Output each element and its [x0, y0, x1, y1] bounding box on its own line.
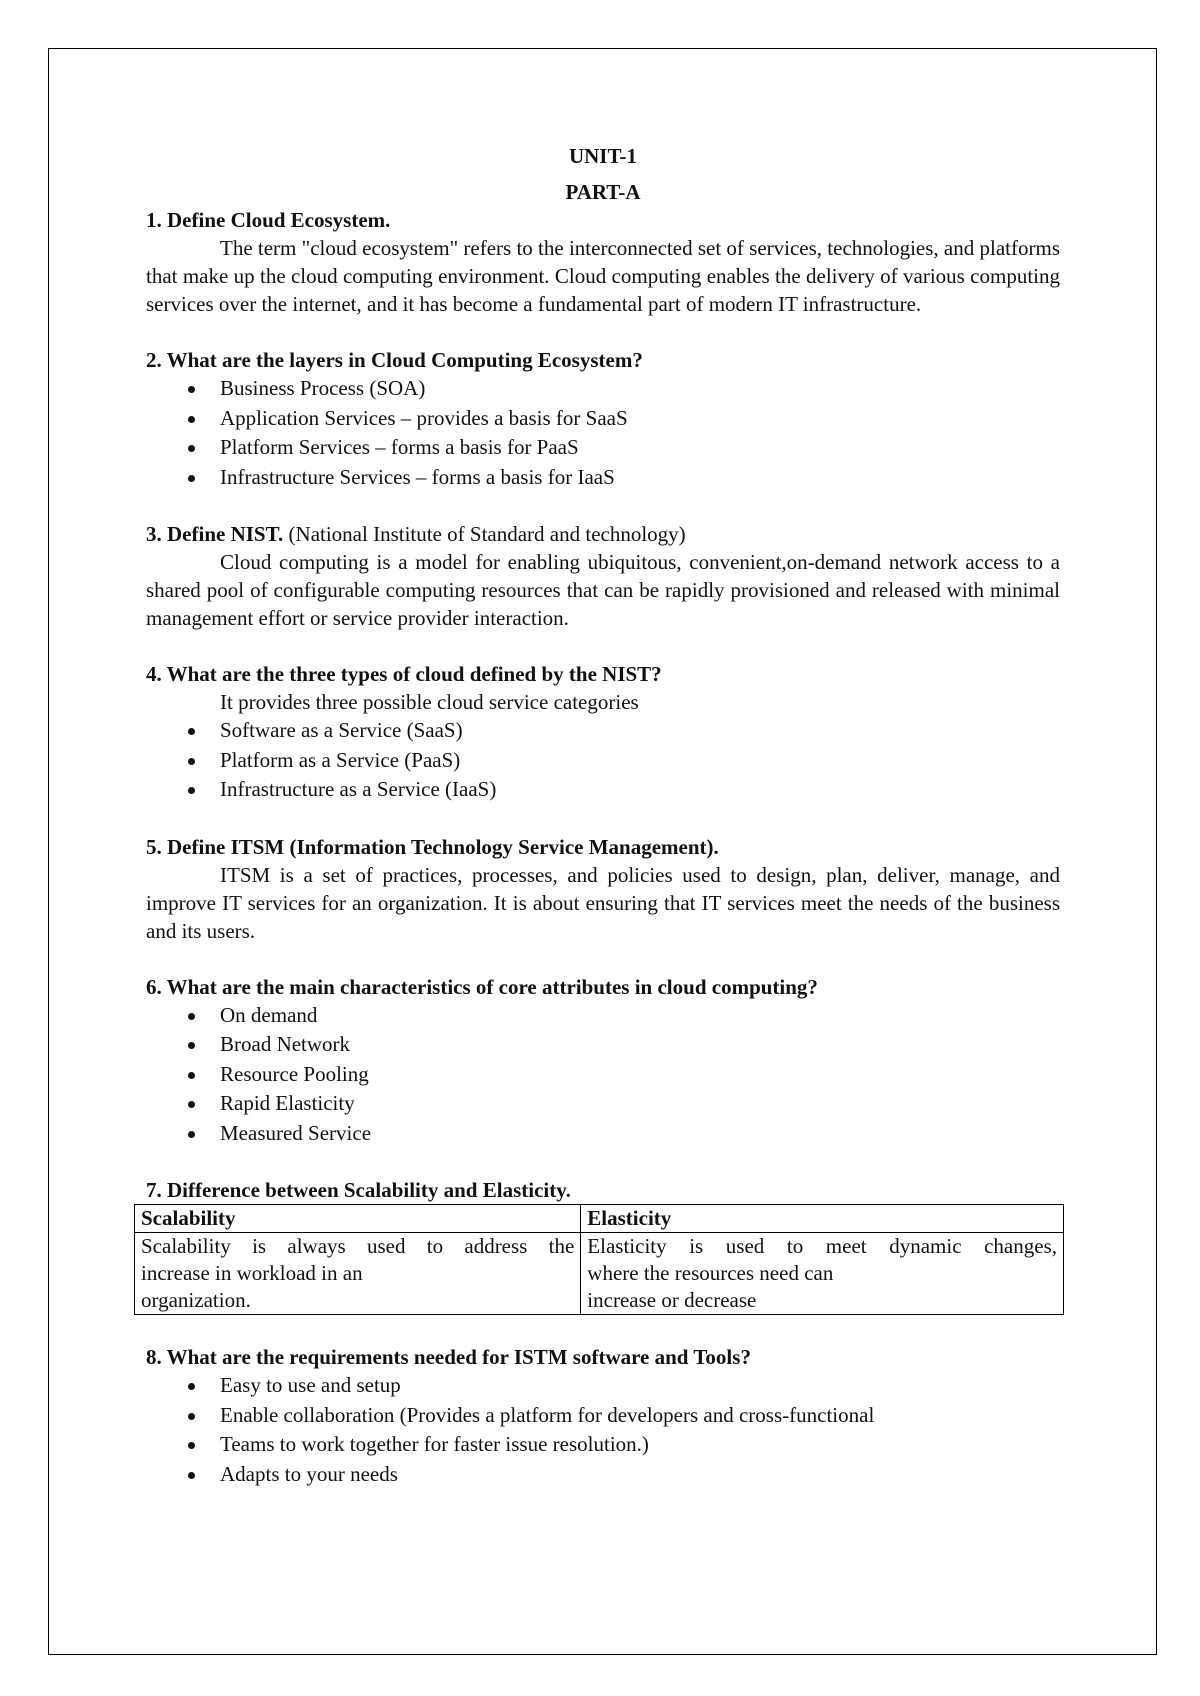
table-cell-elasticity — [581, 1233, 1064, 1315]
list-item: Teams to work together for faster issue resolution.) — [146, 1430, 1060, 1460]
list-item: Software as a Service (SaaS) — [146, 716, 1060, 746]
question-3-answer: Cloud computing is a model for enabling ubiquitous, convenient,on-demand network access to a shared pool of configurable computing resources that can be rapidly provisioned and released with minimal management effort or service provider interaction. — [146, 550, 1060, 630]
list-item: Platform Services – forms a basis for PaaS — [146, 433, 1060, 463]
part-heading: PART-A — [565, 180, 641, 204]
question-4-title: 4. What are the three types of cloud defined by the NIST? — [146, 662, 662, 686]
comparison-table — [134, 1204, 1064, 1315]
question-6-title: 6. What are the main characteristics of core attributes in cloud computing? — [146, 974, 818, 999]
question-3 — [146, 520, 1060, 632]
list-item: Infrastructure as a Service (IaaS) — [146, 775, 1060, 805]
question-1 — [146, 206, 1060, 318]
list-item: Infrastructure Services – forms a basis for IaaS — [146, 463, 1060, 493]
table-header-elasticity: Elasticity — [581, 1205, 1064, 1233]
question-5-title: 5. Define ITSM (Information Technology Service Management). — [146, 834, 719, 859]
list-item: Application Services – provides a basis for SaaS — [146, 404, 1060, 434]
list-item: On demand — [146, 1001, 1060, 1031]
cell-line: increase or decrease — [587, 1288, 757, 1312]
list-item: Measured Service — [146, 1119, 1060, 1149]
table-row — [135, 1233, 1064, 1315]
question-6-list — [146, 1001, 1060, 1149]
question-3-title-suffix: (National Institute of Standard and technology) — [283, 522, 686, 546]
question-8 — [146, 1343, 1060, 1489]
question-7 — [141, 1176, 1060, 1315]
list-item: Adapts to your needs — [146, 1460, 1060, 1490]
table-cell-scalability — [135, 1233, 581, 1315]
list-item: Business Process (SOA) — [146, 374, 1060, 404]
question-8-list — [146, 1371, 1060, 1489]
question-2-list — [146, 374, 1060, 492]
list-item: Enable collaboration (Provides a platform for developers and cross-functional — [146, 1401, 1060, 1431]
table-header-scalability: Scalability — [135, 1205, 581, 1233]
question-3-title: 3. Define NIST. — [146, 522, 284, 546]
question-3-heading — [146, 520, 1060, 548]
list-item: Easy to use and setup — [146, 1371, 1060, 1401]
question-1-title: 1. Define Cloud Ecosystem. — [146, 208, 391, 232]
cell-line: Elasticity is used to meet dynamic changes, — [587, 1234, 1057, 1258]
document-body — [141, 142, 1060, 1517]
list-item: Rapid Elasticity — [146, 1089, 1060, 1119]
list-item: Resource Pooling — [146, 1060, 1060, 1090]
question-2 — [146, 346, 1060, 492]
question-7-title: 7. Difference between Scalability and Elasticity. — [146, 1178, 571, 1202]
question-8-title: 8. What are the requirements needed for ISTM software and Tools? — [146, 1345, 751, 1369]
question-1-answer: The term "cloud ecosystem" refers to the interconnected set of services, technologies, and platforms that make up the cloud computing environment. Cloud computing enables the delivery of various computing services over the internet, and it has become a fundamental part of modern IT infrastructure. — [146, 236, 1060, 316]
question-4-intro: It provides three possible cloud service categories — [220, 690, 639, 714]
cell-line: organization. — [141, 1288, 251, 1312]
question-6 — [146, 973, 1060, 1149]
table-header-row — [135, 1205, 1064, 1233]
question-4-list — [146, 716, 1060, 805]
unit-heading: UNIT-1 — [568, 144, 638, 168]
question-2-title: 2. What are the layers in Cloud Computing Ecosystem? — [146, 348, 643, 372]
cell-line: increase in workload in an — [141, 1261, 363, 1285]
question-5-answer: ITSM is a set of practices, processes, and policies used to design, plan, deliver, manage, and improve IT services for an organization. It is about ensuring that IT services meet the needs of the business and its users. — [146, 862, 1060, 943]
list-item: Platform as a Service (PaaS) — [146, 746, 1060, 776]
question-5 — [146, 833, 1060, 945]
question-4 — [146, 660, 1060, 805]
cell-line: where the resources need can — [587, 1261, 834, 1285]
list-item: Broad Network — [146, 1030, 1060, 1060]
cell-line: Scalability is always used to address the — [141, 1234, 575, 1258]
